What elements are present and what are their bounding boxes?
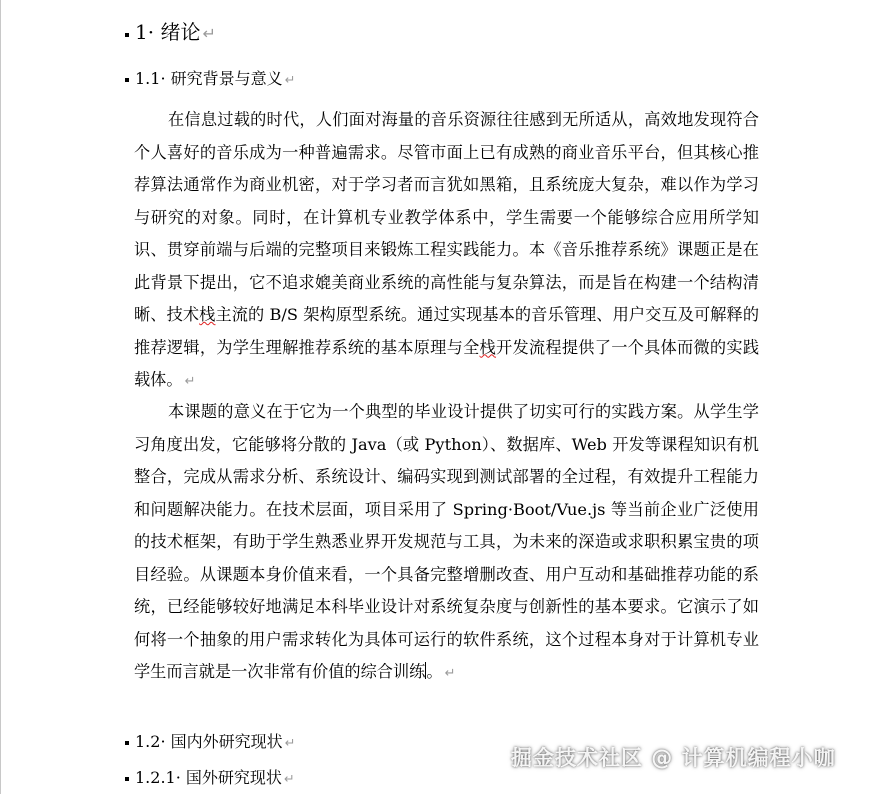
paragraph-text: 主流的 B/S 架构原型系统。通过实现基本的音乐管理、用户交互及可解释的推荐逻辑，为学生理解推荐系统的基本原理与全 xyxy=(134,305,760,357)
paragraph-mark-icon: ↵ xyxy=(283,772,295,787)
heading-1-2-research-status[interactable] xyxy=(125,729,295,752)
heading-bullet xyxy=(125,33,129,37)
watermark: 掘金技术社区 @ 计算机编程小咖 xyxy=(511,746,836,770)
heading-bullet xyxy=(125,741,129,745)
heading-1-2-1-foreign-status[interactable] xyxy=(125,765,295,788)
heading-bullet xyxy=(125,78,129,82)
paragraph-mark-icon: ↵ xyxy=(284,736,296,751)
paragraph-text: 本课题的意义在于它为一个典型的毕业设计提供了切实可行的实践方案。从学生学习角度出发，它能够将分散的 Java（或 Python）、数据库、Web 开发等课程知识有机整合，完成从需求分析、系统设计、编码实现到测试部署的全过程，有效提升工程能力和问题解决能力。在技术层面，项目采用了 Spring·Boot/Vue.js 等当前企业广泛使用的技术框架，有助于学生熟悉业界开发规范与工具，为未来的深造或求职积累宝贵的项目经验。从课题本身价值来看，一个具备完整增删改查、用户互动和基础推荐功能的系统，已经能够较好地满足本科毕业设计对系统复杂度与创新性的基本要求。它演示了如何将一个抽象的用户需求转化为具体可运行的软件系统，这个过程本身对于计算机专业学生而言就是一次非常有价值的综合训练 xyxy=(134,402,759,681)
page-left-border xyxy=(0,0,1,794)
heading-1-introduction[interactable] xyxy=(125,16,216,45)
paragraph-significance[interactable] xyxy=(134,396,759,691)
heading-1-1-background[interactable] xyxy=(125,66,295,89)
spellcheck-flagged-word[interactable]: 栈 xyxy=(199,305,216,324)
heading-bullet xyxy=(125,777,129,781)
paragraph-background[interactable] xyxy=(134,104,759,399)
spellcheck-flagged-word[interactable]: 栈 xyxy=(479,337,497,357)
paragraph-mark-icon: ↵ xyxy=(202,24,216,43)
paragraph-mark-icon: ↵ xyxy=(284,73,296,88)
paragraph-text: 。 xyxy=(426,662,443,681)
heading-text: 1.2.1· 国外研究现状 xyxy=(135,768,282,787)
heading-text: 1· 绪论 xyxy=(135,20,201,44)
heading-text: 1.1· 研究背景与意义 xyxy=(135,69,283,88)
heading-text: 1.2· 国内外研究现状 xyxy=(135,732,283,751)
paragraph-mark-icon: ↵ xyxy=(444,666,456,681)
paragraph-mark-icon: ↵ xyxy=(184,374,196,389)
paragraph-text: 在信息过载的时代，人们面对海量的音乐资源往往感到无所适从，高效地发现符合个人喜好的音乐成为一种普遍需求。尽管市面上已有成熟的商业音乐平台，但其核心推荐算法通常作为商业机密，对于学习者而言犹如黑箱，且系统庞大复杂，难以作为学习与研究的对象。同时，在计算机专业教学体系中，学生需要一个能够综合应用所学知识、贯穿前端与后端的完整项目来锻炼工程实践能力。本《音乐推荐系统》课题正是在此背景下提出，它不追求媲美商业系统的高性能与复杂算法，而是旨在构建一个结构清晰、技术 xyxy=(134,110,759,324)
paragraph-text: 开发流程提供了一个具体而微的实践载体。 xyxy=(134,337,760,389)
